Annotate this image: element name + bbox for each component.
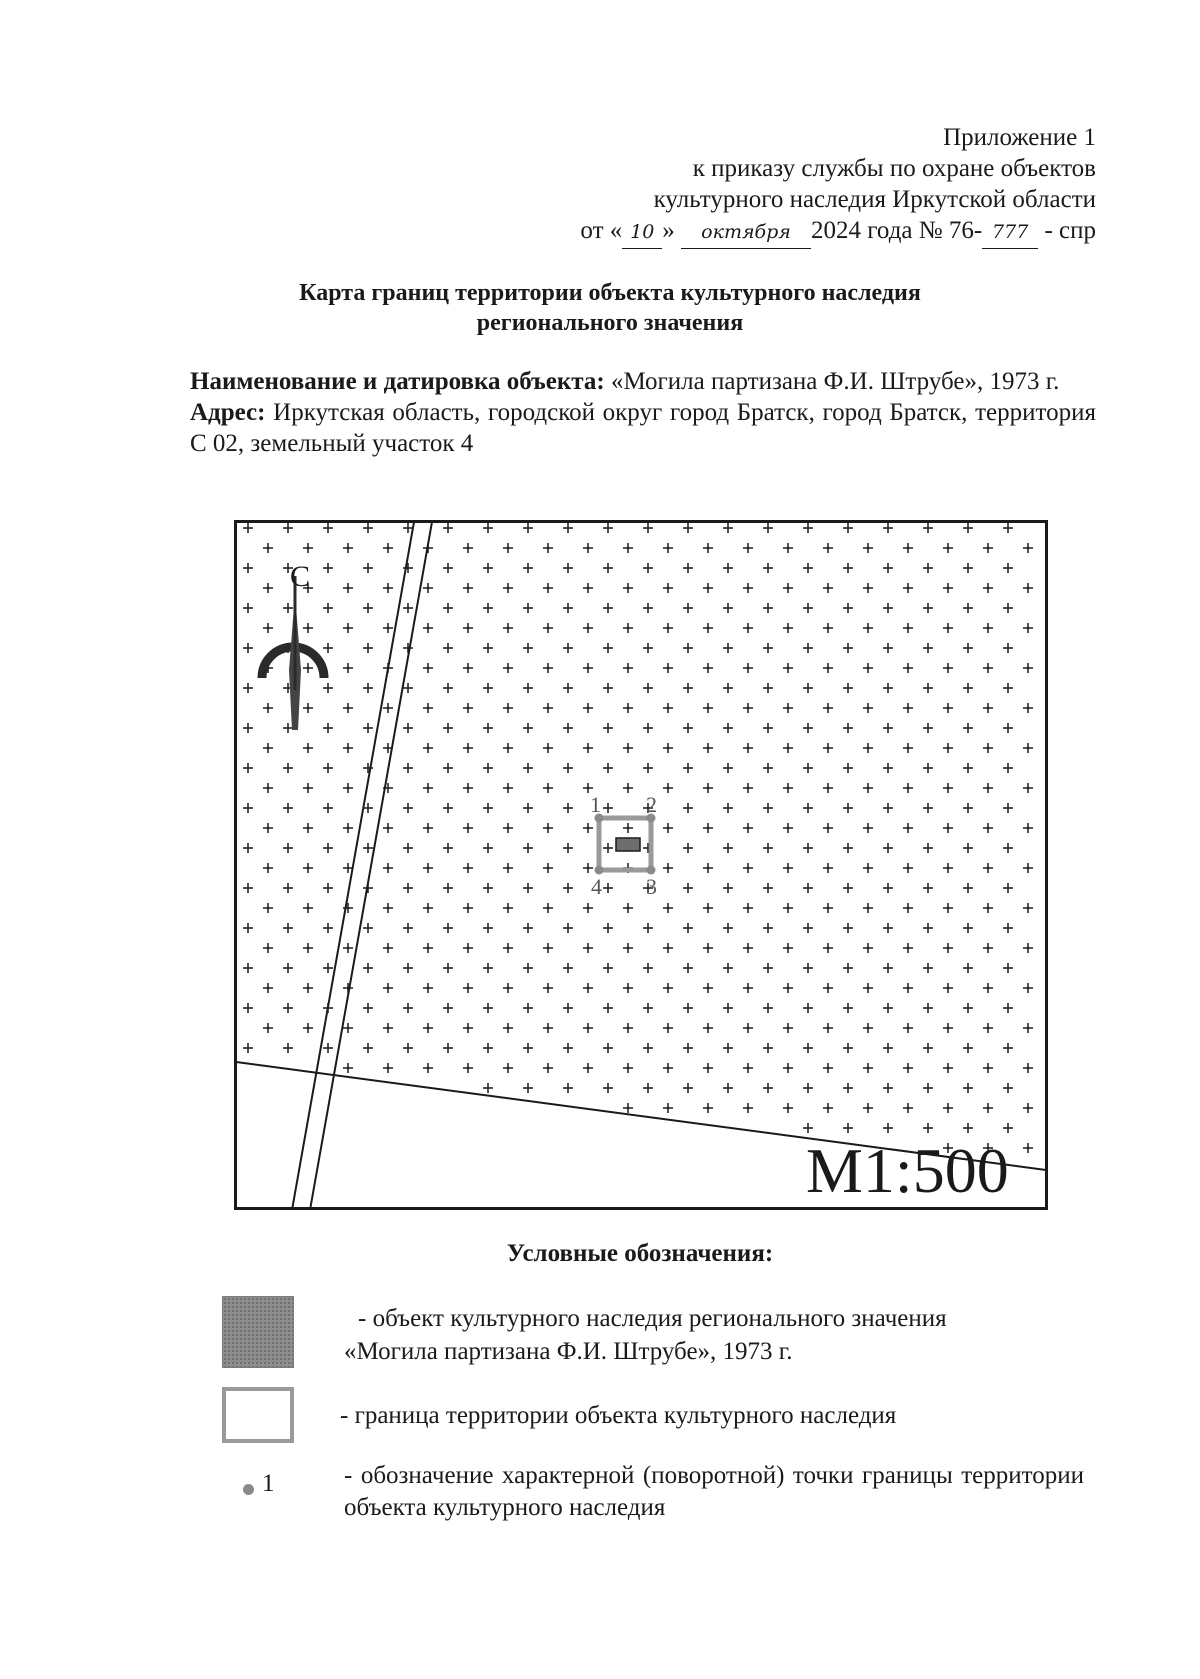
legend-object-text xyxy=(344,1302,1044,1368)
legend-object-swatch xyxy=(222,1296,294,1368)
appendix-header xyxy=(580,122,1096,249)
map-frame xyxy=(236,522,1047,1209)
legend-point-number: 1 xyxy=(262,1470,275,1497)
legend-point-marker xyxy=(243,1484,254,1495)
legend-object-line-1: - объект культурного наследия регионального значения xyxy=(358,1305,947,1332)
title-line-1: Карта границ территории объекта культурного наследия xyxy=(299,280,921,306)
heritage-object-marker xyxy=(616,838,640,851)
boundary-point-label-3: 3 xyxy=(646,874,657,899)
order-day-handwritten: 10 xyxy=(622,217,662,249)
legend-boundary-text: - граница территории объекта культурного наследия xyxy=(340,1402,897,1429)
map-scale-label: М1:500 xyxy=(806,1135,1009,1206)
north-arrow-icon xyxy=(262,560,324,730)
order-prefix: от « xyxy=(580,217,623,244)
title-line-2: регионального значения xyxy=(476,310,744,336)
object-address-paragraph xyxy=(190,397,1096,459)
legend-object-line-2: «Могила партизана Ф.И. Штрубе», 1973 г. xyxy=(344,1338,793,1365)
road-edge-right xyxy=(310,522,432,1210)
appendix-line-2: к приказу службы по охране объектов xyxy=(692,155,1096,182)
object-name-value: «Могила партизана Ф.И. Штрубе», 1973 г. xyxy=(610,368,1060,395)
order-quote-close: » xyxy=(662,217,675,244)
order-number-handwritten: 777 xyxy=(982,217,1038,249)
boundary-map xyxy=(234,520,1048,1210)
map-canvas xyxy=(234,520,1048,1210)
order-year-text: 2024 года № 76- xyxy=(811,217,983,244)
object-address-value: Иркутская область, городской округ город Братск, город Братск, территория С 02, земельный участок 4 xyxy=(190,399,1096,457)
object-info xyxy=(190,366,1096,459)
object-address-label: Адрес: xyxy=(190,399,266,426)
boundary-point-label-1: 1 xyxy=(590,792,601,817)
order-suffix: - спр xyxy=(1044,217,1096,244)
document-title xyxy=(190,278,1030,338)
boundary-point-label-4: 4 xyxy=(591,874,602,899)
north-label: С xyxy=(290,560,311,593)
legend-title: Условные обозначения: xyxy=(506,1240,774,1267)
legend-boundary-swatch xyxy=(222,1387,294,1443)
legend-point-text: - обозначение характерной (поворотной) точки границы территории объекта культурного наследия xyxy=(344,1462,1084,1521)
road-edge-left xyxy=(292,522,414,1210)
order-month-handwritten: октября xyxy=(681,217,811,249)
order-line xyxy=(580,215,1096,249)
object-name-label: Наименование и датировка объекта: xyxy=(190,368,605,395)
boundary-point-label-2: 2 xyxy=(646,792,657,817)
territory-boundary xyxy=(590,792,657,899)
appendix-number: Приложение 1 xyxy=(943,124,1096,151)
object-name-paragraph xyxy=(190,366,1096,397)
appendix-line-3: культурного наследия Иркутской области xyxy=(653,186,1096,213)
